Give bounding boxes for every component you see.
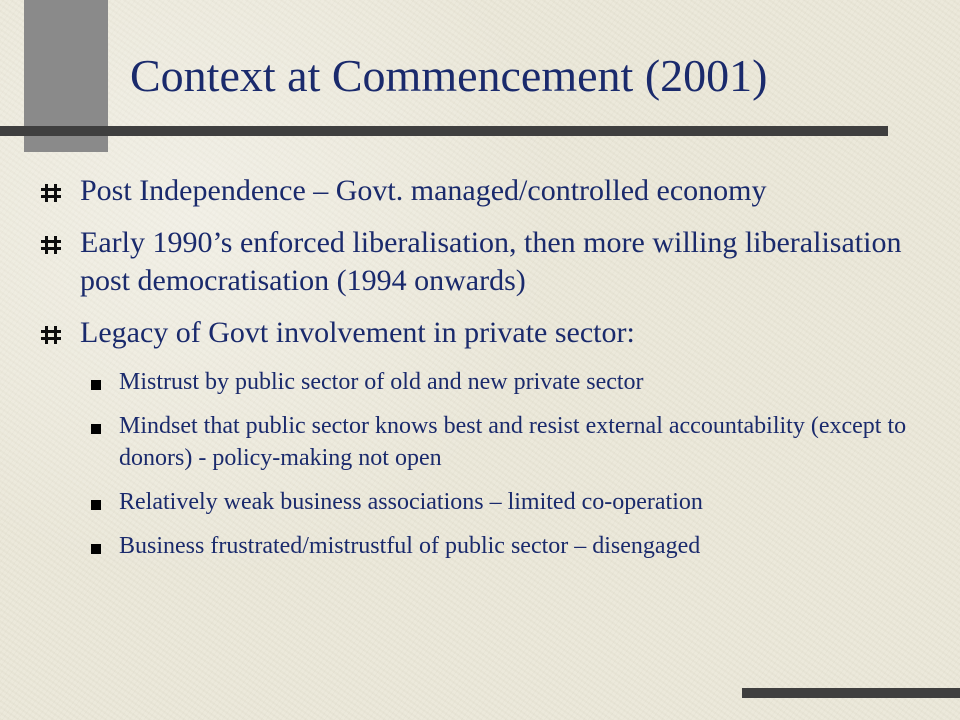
bullet-item <box>40 224 940 300</box>
square-bullet-icon <box>91 544 101 554</box>
square-bullet-icon <box>91 500 101 510</box>
bullet-text: Early 1990’s enforced liberalisation, then more willing liberalisation post democratisation (1994 onwards) <box>80 226 902 297</box>
square-bullet-icon <box>91 424 101 434</box>
decorative-bottom-rule <box>742 688 960 698</box>
hash-bullet-icon <box>40 325 62 345</box>
slide-title: Context at Commencement (2001) <box>130 50 768 101</box>
bullet-text: Post Independence – Govt. managed/controlled economy <box>80 174 767 207</box>
bullet-item <box>40 314 940 352</box>
slide-content <box>40 172 940 574</box>
square-bullet-icon <box>91 380 101 390</box>
sub-bullet-item <box>40 486 940 518</box>
sub-bullet-item <box>40 366 940 398</box>
sub-bullet-text: Mistrust by public sector of old and new private sector <box>119 369 644 395</box>
sub-bullet-text: Business frustrated/mistrustful of public sector – disengaged <box>119 533 701 559</box>
sub-bullet-item <box>40 530 940 562</box>
sub-bullet-item <box>40 410 940 474</box>
sub-bullet-text: Relatively weak business associations – limited co-operation <box>119 489 703 515</box>
bullet-item <box>40 172 940 210</box>
sub-bullet-text: Mindset that public sector knows best and resist external accountability (except to donors) - policy-making not open <box>119 413 907 471</box>
decorative-title-rule <box>0 126 888 136</box>
hash-bullet-icon <box>40 183 62 203</box>
bullet-text: Legacy of Govt involvement in private sector: <box>80 316 635 349</box>
hash-bullet-icon <box>40 235 62 255</box>
